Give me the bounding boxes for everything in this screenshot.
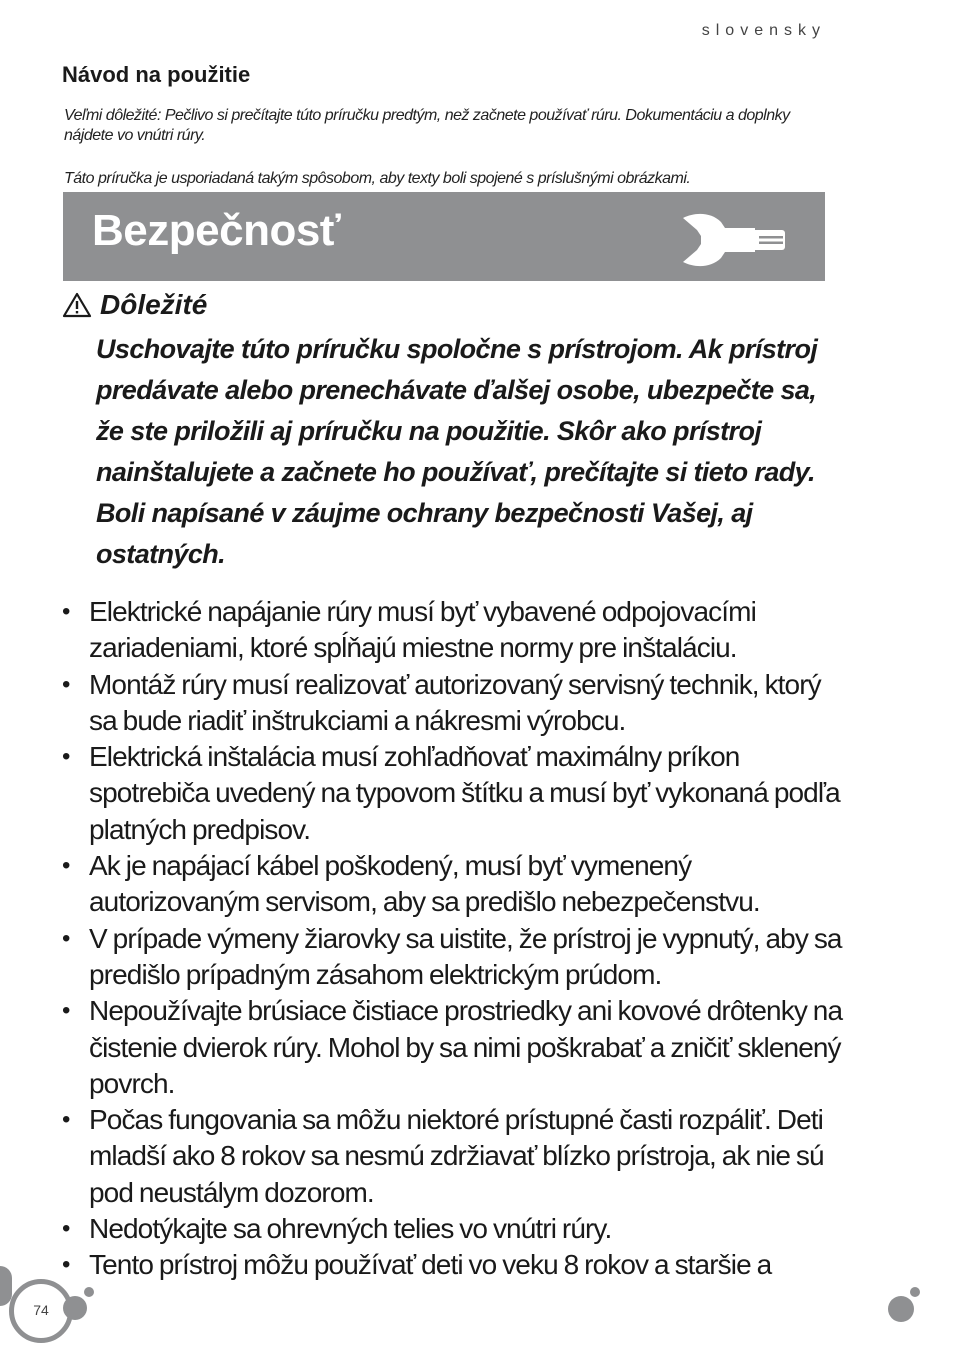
wrench-icon [677, 210, 787, 270]
document-title: Návod na použitie [62, 62, 251, 87]
page-number: 74 [33, 1302, 49, 1318]
warning-triangle-icon [62, 292, 92, 318]
bullet-icon: • [62, 1106, 70, 1134]
decorative-dot [888, 1296, 914, 1322]
list-item: • Elektrická inštalácia musí zohľadňovať maximálny príkon spotrebiča uvedený na typovom štítku a musí byť vykonaná podľa platných predpisov. [62, 741, 840, 845]
decorative-dot [910, 1287, 920, 1297]
bullet-icon: • [62, 598, 70, 625]
list-item: • Montáž rúry musí realizovať autorizovaný servisný technik, ktorý sa bude riadiť inštrukciami a nákresmi výrobcu. [62, 668, 821, 736]
list-item: • Tento prístroj môžu používať deti vo veku 8 rokov a staršie a [60, 1247, 850, 1283]
important-heading-text: Dôležité [100, 289, 208, 320]
bullet-icon: • [62, 997, 70, 1025]
safety-bullet-list [60, 594, 850, 1284]
section-title: Bezpečnosť [92, 206, 341, 255]
list-item: • Elektrické napájanie rúry musí byť vybavené odpojovacími zariadeniami, ktoré spĺňajú miestne normy pre inštaláciu. [62, 596, 756, 664]
bullet-icon: • [62, 1215, 70, 1243]
bullet-icon: • [62, 743, 70, 771]
decorative-dot [63, 1296, 87, 1320]
important-heading [62, 289, 207, 321]
language-label: slovensky [701, 22, 826, 39]
decorative-dot [84, 1287, 94, 1297]
bullet-icon: • [62, 924, 70, 952]
list-item: • Počas fungovania sa môžu niektoré prístupné časti rozpáliť. Deti mladší ako 8 rokov sa nesmú zdržiavať blízko prístroja, ak nie sú pod neustálym dozorom. [62, 1104, 824, 1208]
bullet-icon: • [62, 852, 70, 880]
important-notice-text: Uschovajte túto príručku spoločne s prístrojom. Ak prístroj predávate alebo prenechávate ďalšej osobe, ubezpečte sa, že ste priložili aj príručku na použitie. Skôr ako prístroj nainštalujete a začnete ho používať, prečítajte si tieto rady. Boli napísané v záujme ochrany bezpečnosti Vašej, aj ostatných. [96, 334, 818, 569]
intro-paragraph-important: Veľmi dôležité: Pečlivo si prečítajte túto príručku predtým, než začnete používať rúru. Dokumentáciu a doplnky nájdete vo vnútri rúry. [64, 107, 790, 144]
list-item: • Nedotýkajte sa ohrevných telies vo vnútri rúry. [60, 1211, 850, 1247]
bullet-icon: • [62, 670, 70, 698]
list-item: • Ak je napájací kábel poškodený, musí byť vymenený autorizovaným servisom, aby sa predišlo nebezpečenstvu. [62, 850, 760, 918]
intro-paragraph-structure: Táto príručka je usporiadaná takým spôsobom, aby texty boli spojené s príslušnými obrázkami. [64, 170, 691, 187]
list-item: • Nepoužívajte brúsiace čistiace prostriedky ani kovové drôtenky na čistenie dvierok rúry. Mohol by sa nimi poškrabať a zničiť sklenený povrch. [62, 995, 843, 1099]
section-banner [63, 192, 825, 281]
bullet-icon: • [62, 1251, 70, 1279]
list-item: • V prípade výmeny žiarovky sa uistite, že prístroj je vypnutý, aby sa predišlo prípadným zásahom elektrickým prúdom. [62, 922, 842, 990]
